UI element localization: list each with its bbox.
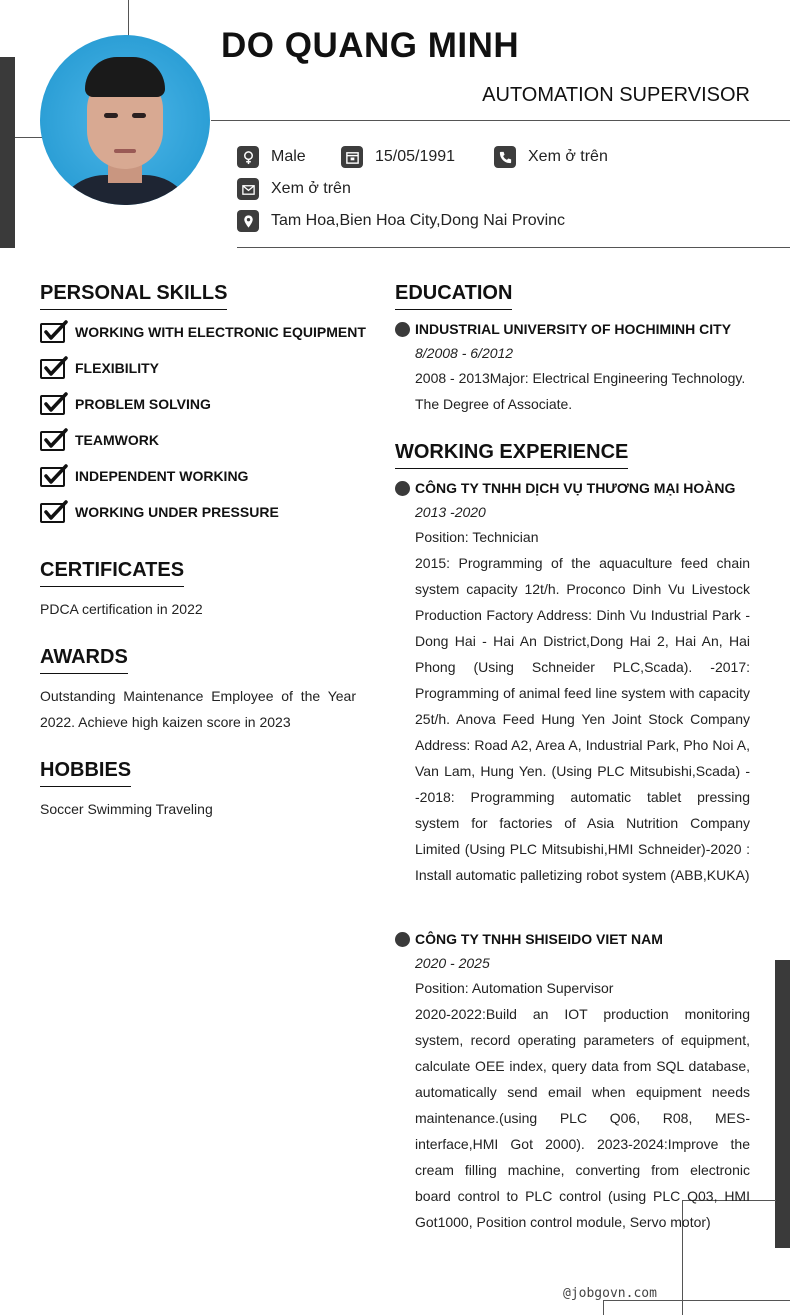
skill-item [40,320,366,344]
address-info [237,210,565,232]
email-icon [237,178,259,200]
address-value: Tam Hoa,Bien Hoa City,Dong Nai Provinc [271,212,566,229]
email-info [237,178,351,200]
bullet-dot-icon [395,322,410,337]
watermark: @jobgovn.com [563,1286,657,1301]
job-period: 2013 -2020 [415,504,486,520]
email-value: Xem ở trên [271,180,351,197]
certificates-text: PDCA certification in 2022 [40,601,203,617]
job-position: Position: Technician [415,529,539,545]
checkbox-checked-icon [40,428,68,452]
education-entry-head [395,321,731,337]
skill-item [40,392,211,416]
job-entry-head [395,931,663,947]
checkbox-checked-icon [40,392,68,416]
experience-title: WORKING EXPERIENCE [395,441,628,469]
skill-label: WORKING WITH ELECTRONIC EQUIPMENT [75,324,366,340]
skills-title: PERSONAL SKILLS [40,282,227,310]
awards-text: Outstanding Maintenance Employee of the Year 2022. Achieve high kaizen score in 2023 [40,688,356,730]
deco-line [211,120,790,121]
skill-item [40,464,248,488]
gender-value: Male [271,148,306,165]
gender-info [237,146,306,168]
skill-item [40,428,159,452]
location-icon [237,210,259,232]
skill-item [40,356,159,380]
candidate-name: DO QUANG MINH [221,26,520,65]
certificates-title: CERTIFICATES [40,559,184,587]
hobbies-text: Soccer Swimming Traveling [40,801,213,817]
education-period: 8/2008 - 6/2012 [415,345,514,361]
job-entry-head [395,480,735,496]
skill-label: TEAMWORK [75,432,159,448]
skill-label: INDEPENDENT WORKING [75,468,249,484]
education-title: EDUCATION [395,282,512,310]
company-name: CÔNG TY TNHH SHISEIDO VIET NAM [415,931,663,947]
job-period: 2020 - 2025 [415,955,490,971]
bullet-dot-icon [395,932,410,947]
phone-info [494,146,608,168]
job-position: AUTOMATION SUPERVISOR [482,84,750,106]
school-name: INDUSTRIAL UNIVERSITY OF HOCHIMINH CITY [415,321,732,337]
company-name: CÔNG TY TNHH DỊCH VỤ THƯƠNG MẠI HOÀNG [415,480,736,496]
deco-line [128,0,129,36]
job-description: 2015: Programming of the aquaculture feed chain system capacity 12t/h. Proconco Dinh Vu Livestock Production Factory Address: Dinh Vu Industrial Park - Dong Hai - Hai An District,Dong Hai 2, Hai An, Hai Phong (Using Schneider PLC,Scada). -2017: Programming of animal feed line system with capacity 25t/h. Anova Feed Hung Yen Joint Stock Company Address: Road A2, Area A, Industrial Park, Pho Noi A, Van Lam, Hung Yen. (Using PLC Mitsubishi,Scada) --2018: Programming automatic tablet pressing system for factories of Asia Nutrition Company Limited (Using PLC Mitsubishi,HMI Schneider)-2020 : Install automatic palletizing robot system (ABB,KUKA) [415,555,750,883]
job-position: Position: Automation Supervisor [415,980,614,996]
job-description: 2020-2022:Build an IOT production monitoring system, record operating parameters of equipment, calculate OEE index, query data from SQL database, automatically send email when equipment needs maintenance.(using PLC Q06, R08, MES-interface,HMI Got 2000). 2023-2024:Improve the cream filling machine, converting from electronic board control to PLC control (using PLC Q03, HMI Got1000, Position control module, Servo motor) [415,1006,750,1230]
deco-line [603,1300,604,1315]
phone-value: Xem ở trên [528,148,608,165]
bullet-dot-icon [395,481,410,496]
deco-bar-left [0,57,15,248]
skill-item [40,500,279,524]
birthday-info [341,146,455,168]
checkbox-checked-icon [40,500,68,524]
skill-label: WORKING UNDER PRESSURE [75,504,279,520]
deco-line [15,137,42,138]
avatar [40,35,210,205]
deco-bar-right [775,960,790,1248]
deco-line [237,247,790,248]
skill-label: FLEXIBILITY [75,360,159,376]
checkbox-checked-icon [40,464,68,488]
birthday-value: 15/05/1991 [375,148,456,165]
skill-label: PROBLEM SOLVING [75,396,211,412]
education-description: 2008 - 2013Major: Electrical Engineering Technology. The Degree of Associate. [415,370,746,412]
checkbox-checked-icon [40,356,68,380]
checkbox-checked-icon [40,320,68,344]
gender-icon [237,146,259,168]
calendar-icon [341,146,363,168]
phone-icon [494,146,516,168]
awards-title: AWARDS [40,646,128,674]
hobbies-title: HOBBIES [40,759,131,787]
